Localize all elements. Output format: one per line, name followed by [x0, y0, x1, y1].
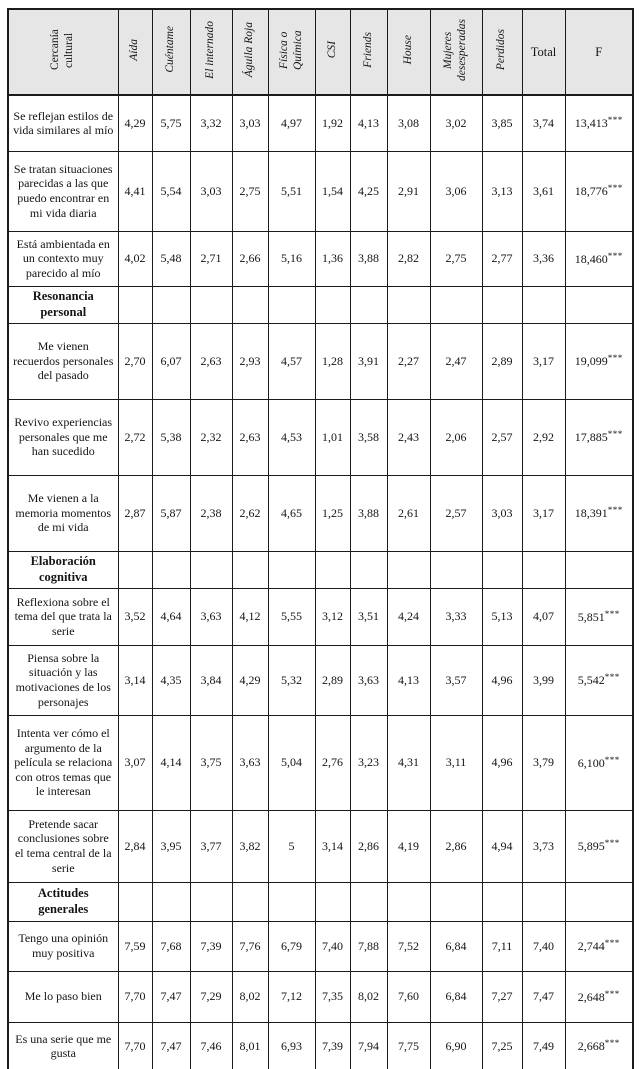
- f-value: 18,391: [574, 506, 608, 521]
- f-value-cell: [565, 921, 633, 971]
- value-cell: 4,31: [387, 715, 430, 810]
- value-cell: 2,63: [190, 323, 232, 399]
- value-cell: 7,49: [522, 1022, 565, 1069]
- significance-stars: ***: [604, 672, 620, 683]
- value-cell: 3,88: [350, 231, 387, 286]
- col-header-friends-label: Friends: [361, 31, 374, 68]
- value-cell: 7,52: [387, 921, 430, 971]
- value-cell: 3,12: [315, 588, 350, 645]
- value-cell: 7,70: [118, 1022, 152, 1069]
- f-value-cell: [565, 151, 633, 231]
- value-cell: 2,89: [482, 323, 522, 399]
- value-cell: [350, 551, 387, 588]
- f-value: 13,413: [574, 116, 608, 131]
- f-value: 2,668: [577, 1039, 605, 1054]
- value-cell: 8,01: [232, 1022, 268, 1069]
- f-value-cell: [565, 551, 633, 588]
- row-label: Está ambientada en un contexto muy parecido al mío: [8, 231, 118, 286]
- significance-stars: ***: [607, 353, 623, 364]
- f-value-cell: [565, 588, 633, 645]
- value-cell: [387, 882, 430, 921]
- value-cell: 7,46: [190, 1022, 232, 1069]
- table-row: [8, 399, 633, 475]
- f-value: 18,776: [574, 184, 608, 199]
- row-label: Intenta ver cómo el argumento de la película se relaciona con otros temas que le interesan: [8, 715, 118, 810]
- significance-stars: ***: [604, 838, 620, 849]
- corner-header-cell: [8, 9, 118, 95]
- col-header-aida: [118, 9, 152, 95]
- value-cell: [482, 551, 522, 588]
- value-cell: 4,14: [152, 715, 190, 810]
- value-cell: 2,84: [118, 810, 152, 882]
- significance-stars: ***: [604, 608, 620, 619]
- f-value-cell: [565, 323, 633, 399]
- value-cell: 4,53: [268, 399, 315, 475]
- row-label: Elaboración cognitiva: [8, 551, 118, 588]
- col-header-mujeres-desesperadas-label: Mujeres desesperadas: [442, 18, 468, 81]
- value-cell: 5,75: [152, 95, 190, 151]
- value-cell: 5,48: [152, 231, 190, 286]
- value-cell: 3,77: [190, 810, 232, 882]
- value-cell: 4,12: [232, 588, 268, 645]
- f-value-cell: [565, 231, 633, 286]
- value-cell: 7,70: [118, 971, 152, 1022]
- value-cell: 7,68: [152, 921, 190, 971]
- value-cell: 8,02: [350, 971, 387, 1022]
- f-value: 19,099: [574, 354, 608, 369]
- value-cell: [430, 882, 482, 921]
- value-cell: 3,06: [430, 151, 482, 231]
- value-cell: [232, 551, 268, 588]
- value-cell: [268, 286, 315, 323]
- col-header-cuentame-label: Cuéntame: [164, 26, 177, 73]
- value-cell: [315, 882, 350, 921]
- value-cell: [268, 551, 315, 588]
- value-cell: 2,87: [118, 475, 152, 551]
- value-cell: 4,35: [152, 645, 190, 715]
- value-cell: 3,36: [522, 231, 565, 286]
- col-header-aida-label: Aída: [128, 38, 141, 61]
- table-row: [8, 151, 633, 231]
- value-cell: 2,76: [315, 715, 350, 810]
- value-cell: 1,92: [315, 95, 350, 151]
- f-value-cell: [565, 286, 633, 323]
- value-cell: [350, 882, 387, 921]
- value-cell: 5,13: [482, 588, 522, 645]
- f-value: 6,100: [577, 755, 605, 770]
- value-cell: 3,11: [430, 715, 482, 810]
- value-cell: [232, 286, 268, 323]
- value-cell: 4,41: [118, 151, 152, 231]
- value-cell: 3,52: [118, 588, 152, 645]
- value-cell: 5,38: [152, 399, 190, 475]
- f-value-cell: [565, 95, 633, 151]
- col-header-mujeres-desesperadas: [430, 9, 482, 95]
- col-header-el-internado-label: El internado: [204, 20, 217, 79]
- value-cell: 2,77: [482, 231, 522, 286]
- f-value: 18,460: [574, 251, 608, 266]
- table-row: [8, 971, 633, 1022]
- value-cell: [190, 286, 232, 323]
- value-cell: 7,40: [315, 921, 350, 971]
- value-cell: [118, 551, 152, 588]
- value-cell: 7,12: [268, 971, 315, 1022]
- value-cell: 8,02: [232, 971, 268, 1022]
- col-header-house: [387, 9, 430, 95]
- value-cell: 3,73: [522, 810, 565, 882]
- value-cell: [152, 286, 190, 323]
- value-cell: [522, 286, 565, 323]
- f-value-cell: [565, 645, 633, 715]
- col-header-csi-label: CSI: [325, 40, 338, 59]
- row-label: Es una serie que me gusta: [8, 1022, 118, 1069]
- value-cell: 3,88: [350, 475, 387, 551]
- value-cell: 7,47: [152, 971, 190, 1022]
- value-cell: 3,03: [190, 151, 232, 231]
- table-row: [8, 588, 633, 645]
- value-cell: 3,82: [232, 810, 268, 882]
- f-value-cell: [565, 810, 633, 882]
- row-label: Resonancia personal: [8, 286, 118, 323]
- value-cell: 3,75: [190, 715, 232, 810]
- value-cell: 3,99: [522, 645, 565, 715]
- value-cell: 5,87: [152, 475, 190, 551]
- value-cell: 4,97: [268, 95, 315, 151]
- f-value-cell: [565, 399, 633, 475]
- value-cell: 2,66: [232, 231, 268, 286]
- value-cell: 3,03: [482, 475, 522, 551]
- value-cell: [118, 882, 152, 921]
- value-cell: 2,71: [190, 231, 232, 286]
- value-cell: 3,51: [350, 588, 387, 645]
- value-cell: 1,01: [315, 399, 350, 475]
- value-cell: 3,74: [522, 95, 565, 151]
- value-cell: 3,58: [350, 399, 387, 475]
- value-cell: [268, 882, 315, 921]
- value-cell: 4,25: [350, 151, 387, 231]
- header-row: [8, 9, 633, 95]
- value-cell: 5,16: [268, 231, 315, 286]
- value-cell: [387, 551, 430, 588]
- value-cell: 1,28: [315, 323, 350, 399]
- value-cell: 4,96: [482, 715, 522, 810]
- value-cell: 4,96: [482, 645, 522, 715]
- f-value: 17,885: [574, 430, 608, 445]
- value-cell: 5: [268, 810, 315, 882]
- f-value: 5,542: [577, 673, 605, 688]
- value-cell: 7,11: [482, 921, 522, 971]
- significance-stars: ***: [604, 1038, 620, 1049]
- value-cell: [482, 882, 522, 921]
- table-row: [8, 921, 633, 971]
- row-label: Me lo paso bien: [8, 971, 118, 1022]
- value-cell: 3,13: [482, 151, 522, 231]
- value-cell: 3,95: [152, 810, 190, 882]
- value-cell: 2,06: [430, 399, 482, 475]
- value-cell: 7,60: [387, 971, 430, 1022]
- value-cell: 1,36: [315, 231, 350, 286]
- value-cell: [315, 551, 350, 588]
- value-cell: 7,27: [482, 971, 522, 1022]
- value-cell: 7,25: [482, 1022, 522, 1069]
- significance-stars: ***: [604, 988, 620, 999]
- value-cell: 2,47: [430, 323, 482, 399]
- value-cell: 2,32: [190, 399, 232, 475]
- section-row: [8, 286, 633, 323]
- value-cell: 7,29: [190, 971, 232, 1022]
- value-cell: 4,02: [118, 231, 152, 286]
- table-body: [8, 95, 633, 1069]
- value-cell: 3,14: [315, 810, 350, 882]
- value-cell: 2,91: [387, 151, 430, 231]
- value-cell: 2,27: [387, 323, 430, 399]
- value-cell: 3,14: [118, 645, 152, 715]
- value-cell: 6,93: [268, 1022, 315, 1069]
- value-cell: 3,63: [350, 645, 387, 715]
- value-cell: 4,24: [387, 588, 430, 645]
- value-cell: [350, 286, 387, 323]
- col-header-f: F: [565, 9, 633, 95]
- row-label: Pretende sacar conclusiones sobre el tema central de la serie: [8, 810, 118, 882]
- col-header-csi: [315, 9, 350, 95]
- value-cell: 7,47: [152, 1022, 190, 1069]
- value-cell: 6,79: [268, 921, 315, 971]
- value-cell: 2,75: [232, 151, 268, 231]
- value-cell: 4,29: [118, 95, 152, 151]
- value-cell: 3,63: [232, 715, 268, 810]
- row-label: Tengo una opinión muy positiva: [8, 921, 118, 971]
- value-cell: 2,70: [118, 323, 152, 399]
- value-cell: 5,04: [268, 715, 315, 810]
- col-header-house-label: House: [401, 34, 414, 65]
- value-cell: 5,55: [268, 588, 315, 645]
- value-cell: 2,75: [430, 231, 482, 286]
- significance-stars: ***: [607, 250, 623, 261]
- value-cell: 3,61: [522, 151, 565, 231]
- table-row: [8, 323, 633, 399]
- value-cell: 7,39: [190, 921, 232, 971]
- value-cell: [522, 882, 565, 921]
- value-cell: 7,88: [350, 921, 387, 971]
- value-cell: 2,72: [118, 399, 152, 475]
- value-cell: 7,39: [315, 1022, 350, 1069]
- value-cell: [522, 551, 565, 588]
- value-cell: 7,40: [522, 921, 565, 971]
- value-cell: 7,47: [522, 971, 565, 1022]
- value-cell: 3,91: [350, 323, 387, 399]
- value-cell: 4,13: [350, 95, 387, 151]
- value-cell: 3,57: [430, 645, 482, 715]
- table-row: [8, 1022, 633, 1069]
- col-header-fisica-o-quimica-label: Física o Química: [277, 29, 304, 70]
- value-cell: 6,84: [430, 971, 482, 1022]
- value-cell: 2,57: [482, 399, 522, 475]
- value-cell: 7,75: [387, 1022, 430, 1069]
- value-cell: 4,07: [522, 588, 565, 645]
- row-label: Reflexiona sobre el tema del que trata la serie: [8, 588, 118, 645]
- value-cell: 3,63: [190, 588, 232, 645]
- significance-stars: ***: [607, 429, 623, 440]
- f-value-cell: [565, 971, 633, 1022]
- value-cell: 2,38: [190, 475, 232, 551]
- value-cell: 7,94: [350, 1022, 387, 1069]
- f-value: 5,895: [577, 839, 605, 854]
- f-value-cell: [565, 1022, 633, 1069]
- value-cell: 1,54: [315, 151, 350, 231]
- value-cell: 4,13: [387, 645, 430, 715]
- f-value-cell: [565, 475, 633, 551]
- row-label: Revivo experiencias personales que me han sucedido: [8, 399, 118, 475]
- value-cell: [430, 286, 482, 323]
- value-cell: 2,57: [430, 475, 482, 551]
- value-cell: [118, 286, 152, 323]
- value-cell: 2,86: [430, 810, 482, 882]
- col-header-fisica-o-quimica: [268, 9, 315, 95]
- row-label: Se reflejan estilos de vida similares al mío: [8, 95, 118, 151]
- value-cell: 3,17: [522, 323, 565, 399]
- significance-stars: ***: [607, 183, 623, 194]
- value-cell: 4,65: [268, 475, 315, 551]
- col-header-perdidos-label: Perdidos: [495, 28, 508, 71]
- value-cell: 3,32: [190, 95, 232, 151]
- value-cell: 4,94: [482, 810, 522, 882]
- table-row: [8, 95, 633, 151]
- value-cell: 6,84: [430, 921, 482, 971]
- f-value: 2,744: [577, 939, 605, 954]
- value-cell: 5,54: [152, 151, 190, 231]
- value-cell: 4,57: [268, 323, 315, 399]
- value-cell: 2,89: [315, 645, 350, 715]
- value-cell: 4,19: [387, 810, 430, 882]
- row-label: Actitudes generales: [8, 882, 118, 921]
- value-cell: 2,92: [522, 399, 565, 475]
- value-cell: 3,07: [118, 715, 152, 810]
- value-cell: 5,32: [268, 645, 315, 715]
- section-row: [8, 882, 633, 921]
- f-value: 2,648: [577, 989, 605, 1004]
- row-label: Me vienen a la memoria momentos de mi vida: [8, 475, 118, 551]
- col-header-el-internado: [190, 9, 232, 95]
- row-label: Me vienen recuerdos personales del pasado: [8, 323, 118, 399]
- f-value-cell: [565, 715, 633, 810]
- value-cell: 3,17: [522, 475, 565, 551]
- table-row: [8, 645, 633, 715]
- col-header-aguila-roja: [232, 9, 268, 95]
- value-cell: 3,85: [482, 95, 522, 151]
- value-cell: [152, 882, 190, 921]
- value-cell: 4,29: [232, 645, 268, 715]
- value-cell: [387, 286, 430, 323]
- value-cell: 2,61: [387, 475, 430, 551]
- significance-stars: ***: [604, 754, 620, 765]
- value-cell: 3,23: [350, 715, 387, 810]
- f-value-cell: [565, 882, 633, 921]
- section-row: [8, 551, 633, 588]
- value-cell: 4,64: [152, 588, 190, 645]
- row-label: Se tratan situaciones parecidas a las que puedo encontrar en mi vida diaria: [8, 151, 118, 231]
- value-cell: 3,84: [190, 645, 232, 715]
- significance-stars: ***: [607, 505, 623, 516]
- value-cell: 3,08: [387, 95, 430, 151]
- value-cell: [190, 551, 232, 588]
- col-header-total: Total: [522, 9, 565, 95]
- value-cell: 7,59: [118, 921, 152, 971]
- value-cell: 2,62: [232, 475, 268, 551]
- value-cell: 6,90: [430, 1022, 482, 1069]
- value-cell: 3,02: [430, 95, 482, 151]
- col-header-friends: [350, 9, 387, 95]
- value-cell: [232, 882, 268, 921]
- value-cell: 5,51: [268, 151, 315, 231]
- col-header-perdidos: [482, 9, 522, 95]
- corner-header-label: Cercanía cultural: [49, 29, 76, 70]
- value-cell: 2,93: [232, 323, 268, 399]
- value-cell: [152, 551, 190, 588]
- value-cell: 7,35: [315, 971, 350, 1022]
- col-header-cuentame: [152, 9, 190, 95]
- table-row: [8, 810, 633, 882]
- value-cell: 2,43: [387, 399, 430, 475]
- table-row: [8, 715, 633, 810]
- value-cell: 7,76: [232, 921, 268, 971]
- value-cell: 3,03: [232, 95, 268, 151]
- significance-stars: ***: [607, 115, 623, 126]
- row-label: Piensa sobre la situación y las motivaciones de los personajes: [8, 645, 118, 715]
- value-cell: [430, 551, 482, 588]
- value-cell: 2,86: [350, 810, 387, 882]
- value-cell: 6,07: [152, 323, 190, 399]
- value-cell: 2,82: [387, 231, 430, 286]
- table-row: [8, 475, 633, 551]
- value-cell: 3,33: [430, 588, 482, 645]
- table-row: [8, 231, 633, 286]
- col-header-aguila-roja-label: Águila Roja: [243, 21, 256, 78]
- anova-results-table: [7, 8, 634, 1069]
- value-cell: [190, 882, 232, 921]
- value-cell: 2,63: [232, 399, 268, 475]
- f-value: 5,851: [577, 609, 605, 624]
- value-cell: [482, 286, 522, 323]
- significance-stars: ***: [604, 938, 620, 949]
- value-cell: 1,25: [315, 475, 350, 551]
- value-cell: [315, 286, 350, 323]
- value-cell: 3,79: [522, 715, 565, 810]
